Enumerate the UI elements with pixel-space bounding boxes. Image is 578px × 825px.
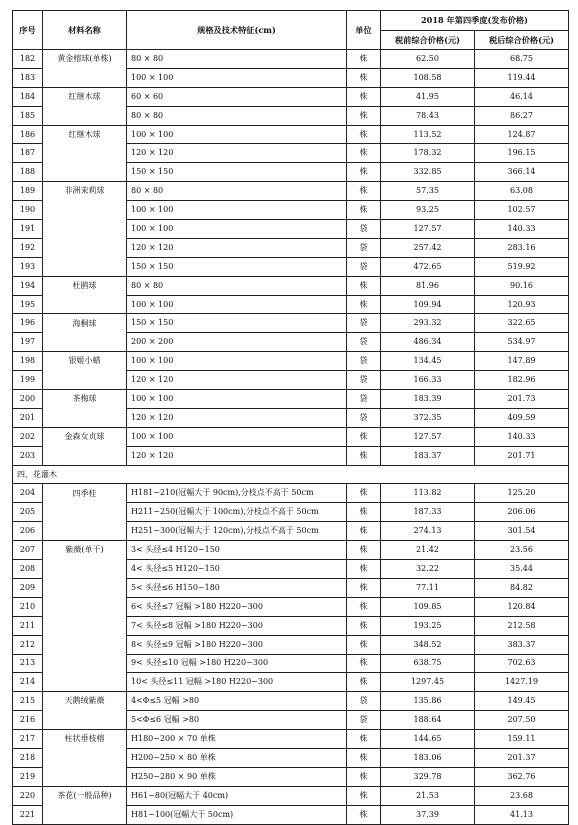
post-tax-price: 383.37 [475,635,569,654]
post-tax-price: 212.58 [475,616,569,635]
unit-cell: 株 [347,50,381,69]
unit-cell: 株 [347,163,381,182]
unit-cell: 株 [347,748,381,767]
material-name [43,295,127,314]
unit-cell: 袋 [347,257,381,276]
material-name: 茶花(一般品种) [43,786,127,805]
table-row [13,371,569,390]
row-number: 203 [13,446,43,465]
material-name [43,503,127,522]
row-number: 212 [13,635,43,654]
pre-tax-price: 62.50 [381,50,475,69]
row-number: 190 [13,201,43,220]
spec-cell: H180~200 × 70 单株 [127,730,347,749]
material-name [43,446,127,465]
table-row [13,748,569,767]
row-number: 214 [13,673,43,692]
table-row [13,711,569,730]
material-name [43,673,127,692]
material-name [43,220,127,239]
unit-cell: 株 [347,484,381,503]
unit-cell: 株 [347,730,381,749]
table-row [13,408,569,427]
table-row [13,125,569,144]
unit-cell: 袋 [347,333,381,352]
material-name [43,635,127,654]
spec-cell: 100 × 100 [127,125,347,144]
table-body [13,50,569,825]
header-spec: 规格及技术特征(cm) [127,11,347,50]
pre-tax-price: 113.52 [381,125,475,144]
pre-tax-price: 187.33 [381,503,475,522]
spec-cell: H81~100(冠幅大于 50cm) [127,805,347,824]
row-number: 205 [13,503,43,522]
pre-tax-price: 93.25 [381,201,475,220]
post-tax-price: 90.16 [475,276,569,295]
row-number: 188 [13,163,43,182]
post-tax-price: 120.84 [475,597,569,616]
spec-cell: 4< 头径≤5 H120~150 [127,560,347,579]
row-number: 194 [13,276,43,295]
post-tax-price: 41.13 [475,805,569,824]
post-tax-price: 84.82 [475,578,569,597]
post-tax-price: 201.37 [475,748,569,767]
unit-cell: 袋 [347,390,381,409]
pre-tax-price: 183.06 [381,748,475,767]
pre-tax-price: 486.34 [381,333,475,352]
header-unit: 单位 [347,11,381,50]
material-name: 紫薇(单干) [43,541,127,560]
unit-cell: 株 [347,295,381,314]
post-tax-price: 147.89 [475,352,569,371]
unit-cell: 袋 [347,692,381,711]
post-tax-price: 86.27 [475,106,569,125]
post-tax-price: 534.97 [475,333,569,352]
spec-cell: 120 × 120 [127,371,347,390]
material-name: 杜鹃球 [43,276,127,295]
table-row [13,635,569,654]
row-number: 196 [13,314,43,333]
pre-tax-price: 183.37 [381,446,475,465]
table-row [13,597,569,616]
row-number: 219 [13,767,43,786]
pre-tax-price: 372.35 [381,408,475,427]
spec-cell: H250~280 × 90 单株 [127,767,347,786]
table-row [13,503,569,522]
row-number: 210 [13,597,43,616]
row-number: 198 [13,352,43,371]
table-row [13,314,569,333]
table-row [13,692,569,711]
row-number: 197 [13,333,43,352]
table-row [13,50,569,69]
unit-cell: 株 [347,446,381,465]
spec-cell: 200 × 200 [127,333,347,352]
post-tax-price: 362.76 [475,767,569,786]
pre-tax-price: 77.11 [381,578,475,597]
table-row [13,238,569,257]
table-row [13,257,569,276]
post-tax-price: 519.92 [475,257,569,276]
material-name [43,711,127,730]
pre-tax-price: 57.35 [381,182,475,201]
post-tax-price: 23.68 [475,786,569,805]
spec-cell: 9< 头径≤10 冠幅 >180 H220~300 [127,654,347,673]
material-name [43,805,127,824]
row-number: 201 [13,408,43,427]
table-row [13,767,569,786]
unit-cell: 株 [347,654,381,673]
row-number: 193 [13,257,43,276]
pre-tax-price: 109.94 [381,295,475,314]
table-row [13,805,569,824]
spec-cell: 120 × 120 [127,238,347,257]
row-number: 195 [13,295,43,314]
table-row [13,484,569,503]
material-name: 非洲茉莉球 [43,182,127,201]
post-tax-price: 140.33 [475,220,569,239]
spec-cell: H211~250(冠幅大于 100cm),分枝点不高于 50cm [127,503,347,522]
header-material: 材料名称 [43,11,127,50]
spec-cell: H61~80(冠幅大于 40cm) [127,786,347,805]
spec-cell: 80 × 80 [127,50,347,69]
material-name: 四季桂 [43,484,127,503]
pre-tax-price: 37.39 [381,805,475,824]
post-tax-price: 140.33 [475,427,569,446]
spec-cell: 60 × 60 [127,87,347,106]
row-number: 185 [13,106,43,125]
post-tax-price: 1427.19 [475,673,569,692]
material-name: 海桐球 [43,314,127,333]
table-row [13,87,569,106]
spec-cell: 120 × 120 [127,144,347,163]
row-number: 215 [13,692,43,711]
pre-tax-price: 1297.45 [381,673,475,692]
row-number: 217 [13,730,43,749]
material-name [43,578,127,597]
section-title: 四、花灌木 [13,465,569,484]
spec-cell: H200~250 × 80 单株 [127,748,347,767]
spec-cell: 150 × 150 [127,163,347,182]
post-tax-price: 35.44 [475,560,569,579]
spec-cell: 5< 头径≤6 H150~180 [127,578,347,597]
post-tax-price: 68.75 [475,50,569,69]
spec-cell: 100 × 100 [127,352,347,371]
header-period: 2018 年第四季度(发布价格) [381,11,569,31]
pre-tax-price: 638.75 [381,654,475,673]
unit-cell: 株 [347,522,381,541]
unit-cell: 株 [347,560,381,579]
header-pre-tax: 税前综合价格(元) [381,31,475,50]
spec-cell: 5<Φ≤6 冠幅 >80 [127,711,347,730]
spec-cell: 120 × 120 [127,408,347,427]
row-number: 184 [13,87,43,106]
unit-cell: 袋 [347,220,381,239]
pre-tax-price: 109.85 [381,597,475,616]
table-row [13,560,569,579]
unit-cell: 株 [347,616,381,635]
row-number: 199 [13,371,43,390]
row-number: 202 [13,427,43,446]
row-number: 213 [13,654,43,673]
spec-cell: 150 × 150 [127,257,347,276]
pre-tax-price: 178.32 [381,144,475,163]
post-tax-price: 63.08 [475,182,569,201]
unit-cell: 株 [347,68,381,87]
pre-tax-price: 274.13 [381,522,475,541]
row-number: 189 [13,182,43,201]
pre-tax-price: 188.64 [381,711,475,730]
unit-cell: 袋 [347,352,381,371]
unit-cell: 株 [347,427,381,446]
unit-cell: 袋 [347,238,381,257]
material-name [43,654,127,673]
material-name [43,767,127,786]
unit-cell: 株 [347,805,381,824]
material-name [43,238,127,257]
row-number: 208 [13,560,43,579]
post-tax-price: 149.45 [475,692,569,711]
material-name [43,201,127,220]
post-tax-price: 283.16 [475,238,569,257]
table-row [13,333,569,352]
table-row [13,427,569,446]
row-number: 216 [13,711,43,730]
spec-cell: 120 × 120 [127,446,347,465]
pre-tax-price: 329.78 [381,767,475,786]
row-number: 220 [13,786,43,805]
post-tax-price: 206.06 [475,503,569,522]
row-number: 183 [13,68,43,87]
spec-cell: 100 × 100 [127,390,347,409]
post-tax-price: 124.87 [475,125,569,144]
material-name [43,616,127,635]
table-row [13,295,569,314]
unit-cell: 株 [347,578,381,597]
spec-cell: 100 × 100 [127,201,347,220]
post-tax-price: 120.93 [475,295,569,314]
material-name [43,748,127,767]
material-name [43,68,127,87]
post-tax-price: 46.14 [475,87,569,106]
table-row [13,276,569,295]
table-row [13,541,569,560]
pre-tax-price: 108.58 [381,68,475,87]
row-number: 209 [13,578,43,597]
post-tax-price: 125.20 [475,484,569,503]
row-number: 207 [13,541,43,560]
post-tax-price: 159.11 [475,730,569,749]
unit-cell: 株 [347,503,381,522]
material-name: 金森女贞球 [43,427,127,446]
unit-cell: 株 [347,597,381,616]
spec-cell: 80 × 80 [127,276,347,295]
header-post-tax: 税后综合价格(元) [475,31,569,50]
table-row [13,182,569,201]
row-number: 186 [13,125,43,144]
spec-cell: 80 × 80 [127,182,347,201]
post-tax-price: 196.15 [475,144,569,163]
material-name [43,371,127,390]
row-number: 206 [13,522,43,541]
post-tax-price: 201.71 [475,446,569,465]
pre-tax-price: 257.42 [381,238,475,257]
table-row [13,578,569,597]
row-number: 221 [13,805,43,824]
pre-tax-price: 32.22 [381,560,475,579]
unit-cell: 株 [347,635,381,654]
material-name: 茶梅球 [43,390,127,409]
pre-tax-price: 193.25 [381,616,475,635]
row-number: 218 [13,748,43,767]
spec-cell: 100 × 100 [127,220,347,239]
row-number: 187 [13,144,43,163]
unit-cell: 袋 [347,711,381,730]
spec-cell: 100 × 100 [127,68,347,87]
unit-cell: 株 [347,144,381,163]
price-table [12,10,569,825]
pre-tax-price: 332.85 [381,163,475,182]
unit-cell: 株 [347,201,381,220]
table-row [13,144,569,163]
pre-tax-price: 293.32 [381,314,475,333]
material-name [43,333,127,352]
spec-cell: 10< 头径≤11 冠幅 >180 H220~300 [127,673,347,692]
pre-tax-price: 21.42 [381,541,475,560]
table-row [13,616,569,635]
table-row [13,390,569,409]
pre-tax-price: 348.52 [381,635,475,654]
table-row [13,446,569,465]
spec-cell: 150 × 150 [127,314,347,333]
material-name [43,163,127,182]
table-row [13,106,569,125]
pre-tax-price: 472.65 [381,257,475,276]
material-name [43,522,127,541]
spec-cell: 8< 头径≤9 冠幅 >180 H220~300 [127,635,347,654]
spec-cell: 80 × 80 [127,106,347,125]
unit-cell: 株 [347,786,381,805]
material-name: 红继木球 [43,87,127,106]
table-row [13,786,569,805]
row-number: 211 [13,616,43,635]
row-number: 200 [13,390,43,409]
material-name: 银姬小蜡 [43,352,127,371]
pre-tax-price: 21.53 [381,786,475,805]
pre-tax-price: 166.33 [381,371,475,390]
spec-cell: 4<Φ≤5 冠幅 >80 [127,692,347,711]
unit-cell: 袋 [347,371,381,390]
unit-cell: 株 [347,125,381,144]
post-tax-price: 409.59 [475,408,569,427]
unit-cell: 株 [347,673,381,692]
table-row [13,68,569,87]
unit-cell: 株 [347,767,381,786]
header-seq: 序号 [13,11,43,50]
post-tax-price: 102.57 [475,201,569,220]
unit-cell: 株 [347,106,381,125]
spec-cell: H251~300(冠幅大于 120cm),分枝点不高于 50cm [127,522,347,541]
post-tax-price: 366.14 [475,163,569,182]
spec-cell: 100 × 100 [127,295,347,314]
post-tax-price: 23.56 [475,541,569,560]
pre-tax-price: 135.86 [381,692,475,711]
pre-tax-price: 78.43 [381,106,475,125]
spec-cell: 6< 头径≤7 冠幅 >180 H220~300 [127,597,347,616]
material-name [43,257,127,276]
pre-tax-price: 127.57 [381,427,475,446]
post-tax-price: 119.44 [475,68,569,87]
spec-cell: 3< 头径≤4 H120~150 [127,541,347,560]
pre-tax-price: 144.65 [381,730,475,749]
material-name [43,408,127,427]
pre-tax-price: 41.95 [381,87,475,106]
post-tax-price: 702.63 [475,654,569,673]
row-number: 191 [13,220,43,239]
row-number: 192 [13,238,43,257]
spec-cell: 7< 头径≤8 冠幅 >180 H220~300 [127,616,347,635]
table-row [13,654,569,673]
pre-tax-price: 81.96 [381,276,475,295]
material-name: 黄金榕球(单株) [43,50,127,69]
material-name [43,106,127,125]
material-name [43,144,127,163]
pre-tax-price: 183.39 [381,390,475,409]
material-name [43,597,127,616]
material-name: 红继木球 [43,125,127,144]
table-row [13,522,569,541]
post-tax-price: 201.73 [475,390,569,409]
unit-cell: 株 [347,541,381,560]
unit-cell: 株 [347,276,381,295]
table-row [13,220,569,239]
post-tax-price: 301.54 [475,522,569,541]
spec-cell: 100 × 100 [127,427,347,446]
table-row [13,730,569,749]
post-tax-price: 182.96 [475,371,569,390]
row-number: 182 [13,50,43,69]
table-row [13,163,569,182]
material-name: 柱状垂枝榕 [43,730,127,749]
pre-tax-price: 134.45 [381,352,475,371]
unit-cell: 袋 [347,408,381,427]
unit-cell: 株 [347,87,381,106]
table-row [13,673,569,692]
unit-cell: 袋 [347,314,381,333]
pre-tax-price: 127.57 [381,220,475,239]
section-row [13,465,569,484]
table-row [13,201,569,220]
post-tax-price: 322.65 [475,314,569,333]
spec-cell: H181~210(冠幅大于 90cm),分枝点不高于 50cm [127,484,347,503]
table-row [13,352,569,371]
unit-cell: 株 [347,182,381,201]
material-name [43,560,127,579]
row-number: 204 [13,484,43,503]
pre-tax-price: 113.82 [381,484,475,503]
material-name: 天鹅绒紫薇 [43,692,127,711]
post-tax-price: 207.50 [475,711,569,730]
